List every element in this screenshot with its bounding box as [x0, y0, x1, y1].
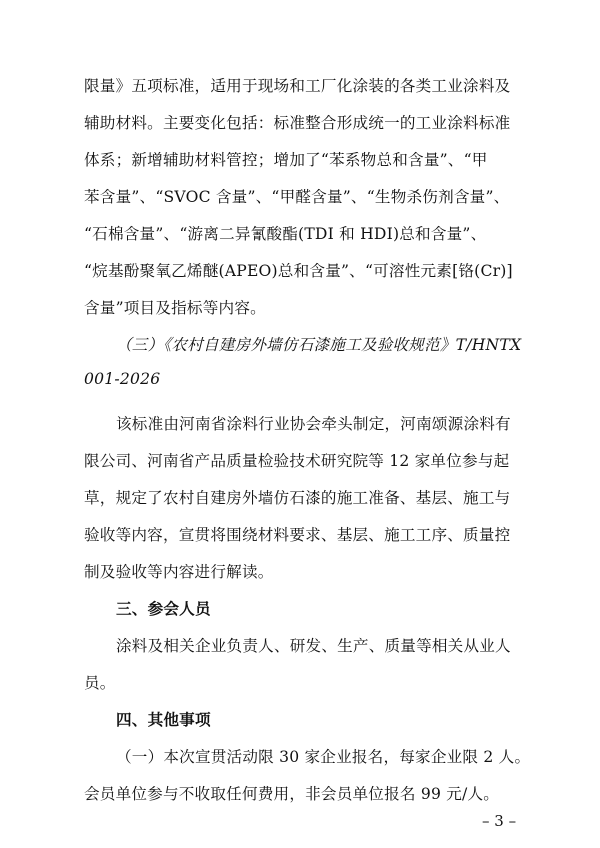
section-4-heading: 四、其他事项: [116, 711, 211, 729]
para1-line-7: 含量”项目及指标等内容。: [84, 299, 266, 317]
para1-line-6: “烷基酚聚氧乙烯醚(APEO)总和含量”、“可溶性元素[铬(Cr)]: [84, 262, 513, 280]
para1-line-5: “石棉含量”、“游离二异氰酸酯(TDI 和 HDI)总和含量”、: [84, 225, 487, 243]
para3-line-1: 涂料及相关企业负责人、研发、生产、质量等相关从业人: [116, 637, 511, 655]
section-3-heading: 三、参会人员: [116, 600, 211, 618]
para2-line-1: 该标准由河南省涂料行业协会牵头制定，河南颂源涂料有: [116, 415, 511, 433]
para3-line-2: 员。: [84, 674, 116, 692]
para4-line-1: （一）本次宣贯活动限 30 家企业报名，每家企业限 2 人。: [116, 748, 531, 766]
para2-line-5: 制及验收等内容进行解读。: [84, 563, 274, 581]
para1-line-2: 辅助材料。主要变化包括：标准整合形成统一的工业涂料标准: [84, 114, 511, 132]
para1-line-1: 限量》五项标准，适用于现场和工厂化涂装的各类工业涂料及: [84, 77, 511, 95]
para2-line-3: 草，规定了农村自建房外墙仿石漆的施工准备、基层、施工与: [84, 489, 511, 507]
subsection-3-title-line-1: （三）《农村自建房外墙仿石漆施工及验收规范》T/HNTX: [116, 336, 522, 354]
para4-line-2: 会员单位参与不收取任何费用，非会员单位报名 99 元/人。: [84, 785, 500, 803]
subsection-3-title-line-2: 001-2026: [84, 370, 161, 388]
para1-line-4: 苯含量”、“SVOC 含量”、“甲醛含量”、“生物杀伤剂含量”、: [84, 188, 510, 206]
page-number: – 3 –: [482, 812, 517, 830]
para2-line-2: 限公司、河南省产品质量检验技术研究院等 12 家单位参与起: [84, 452, 510, 470]
para1-line-3: 体系；新增辅助材料管控；增加了“苯系物总和含量”、“甲: [84, 151, 488, 169]
para2-line-4: 验收等内容，宣贯将围绕材料要求、基层、施工工序、质量控: [84, 526, 511, 544]
